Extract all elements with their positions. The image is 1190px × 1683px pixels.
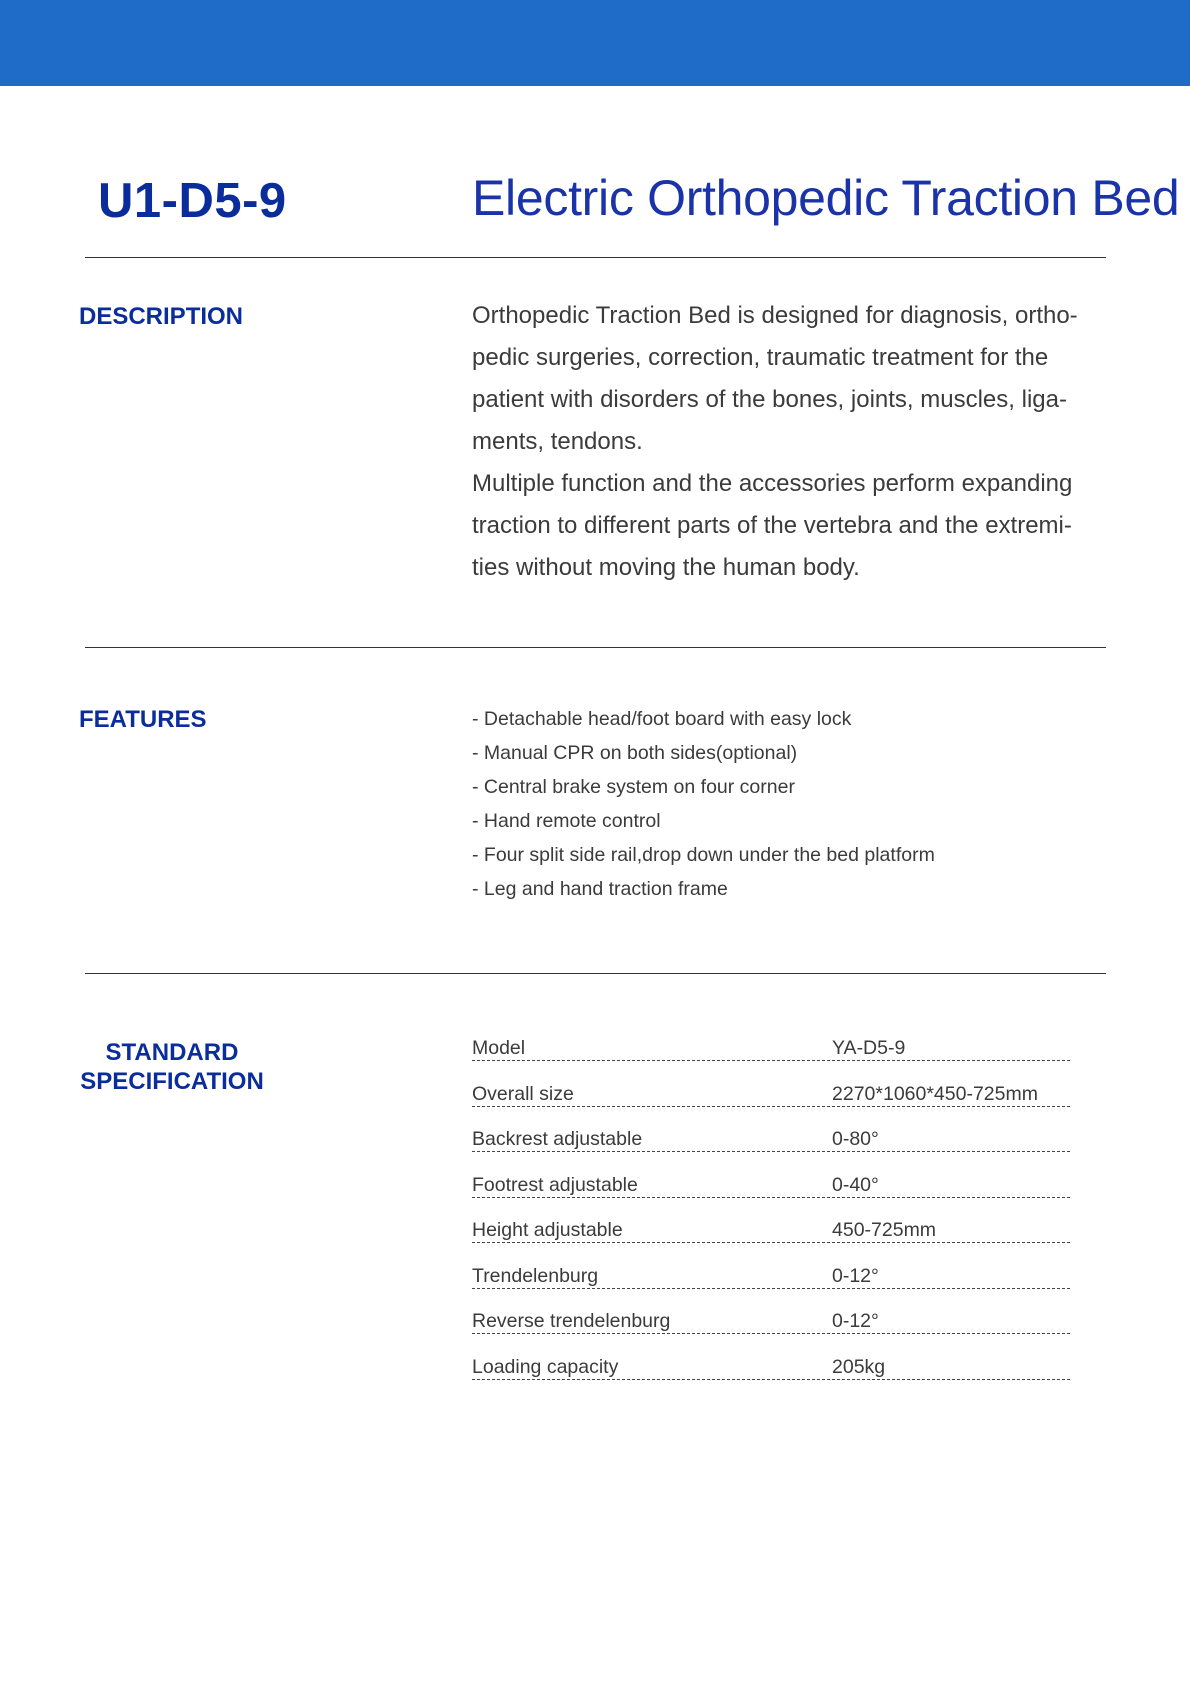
specification-heading — [78, 1038, 266, 1096]
description-text — [472, 295, 1102, 589]
description-line: ties without moving the human body. — [472, 554, 860, 581]
feature-item: - Detachable head/foot board with easy lock — [472, 708, 852, 730]
spec-label: Model — [472, 1036, 529, 1060]
spec-row — [472, 1264, 1070, 1310]
features-list — [472, 702, 935, 906]
spec-label: Reverse trendelenburg — [472, 1309, 674, 1333]
spec-value: 0-80° — [832, 1127, 883, 1151]
spec-value: 0-12° — [832, 1264, 883, 1288]
spec-label: Backrest adjustable — [472, 1127, 646, 1151]
dashed-leader — [472, 1197, 1070, 1198]
dashed-leader — [472, 1379, 1070, 1380]
dashed-leader — [472, 1333, 1070, 1334]
top-color-band — [0, 0, 1190, 86]
description-line: pedic surgeries, correction, traumatic treatment for the — [472, 344, 1049, 371]
feature-item: - Manual CPR on both sides(optional) — [472, 742, 798, 764]
divider-features — [85, 973, 1106, 974]
spec-row — [472, 1173, 1070, 1219]
spec-row — [472, 1082, 1070, 1128]
feature-item: - Four split side rail,drop down under the bed platform — [472, 844, 935, 866]
description-heading: DESCRIPTION — [79, 303, 244, 330]
spec-row — [472, 1309, 1070, 1355]
spec-label: Height adjustable — [472, 1218, 627, 1242]
dashed-leader — [472, 1151, 1070, 1152]
feature-item: - Hand remote control — [472, 810, 661, 832]
spec-row — [472, 1218, 1070, 1264]
spec-row — [472, 1127, 1070, 1173]
feature-item: - Leg and hand traction frame — [472, 878, 728, 900]
spec-row — [472, 1036, 1070, 1082]
description-line: patient with disorders of the bones, joints, muscles, liga- — [472, 386, 1067, 413]
description-line: Orthopedic Traction Bed is designed for diagnosis, ortho- — [472, 302, 1078, 329]
product-title: Electric Orthopedic Traction Bed — [472, 170, 1180, 226]
description-line: traction to different parts of the vertebra and the extremi- — [472, 512, 1072, 539]
spec-value: 205kg — [832, 1355, 889, 1379]
spec-label: Trendelenburg — [472, 1264, 602, 1288]
specification-heading-line: SPECIFICATION — [80, 1068, 264, 1095]
model-code: U1-D5-9 — [98, 174, 287, 228]
spec-row — [472, 1355, 1070, 1401]
description-line: Multiple function and the accessories perform expanding — [472, 470, 1073, 497]
specification-table — [472, 1036, 1070, 1400]
divider-description — [85, 647, 1106, 648]
spec-label: Footrest adjustable — [472, 1173, 642, 1197]
spec-label: Loading capacity — [472, 1355, 622, 1379]
dashed-leader — [472, 1242, 1070, 1243]
spec-value: YA-D5-9 — [832, 1036, 909, 1060]
feature-item: - Central brake system on four corner — [472, 776, 795, 798]
spec-value: 2270*1060*450-725mm — [832, 1082, 1042, 1106]
features-heading: FEATURES — [79, 706, 207, 733]
spec-label: Overall size — [472, 1082, 578, 1106]
divider-title — [85, 257, 1106, 258]
specification-heading-line: STANDARD — [105, 1039, 239, 1066]
dashed-leader — [472, 1060, 1070, 1061]
description-line: ments, tendons. — [472, 428, 643, 455]
spec-value: 0-40° — [832, 1173, 883, 1197]
dashed-leader — [472, 1106, 1070, 1107]
dashed-leader — [472, 1288, 1070, 1289]
spec-value: 450-725mm — [832, 1218, 940, 1242]
spec-value: 0-12° — [832, 1309, 883, 1333]
